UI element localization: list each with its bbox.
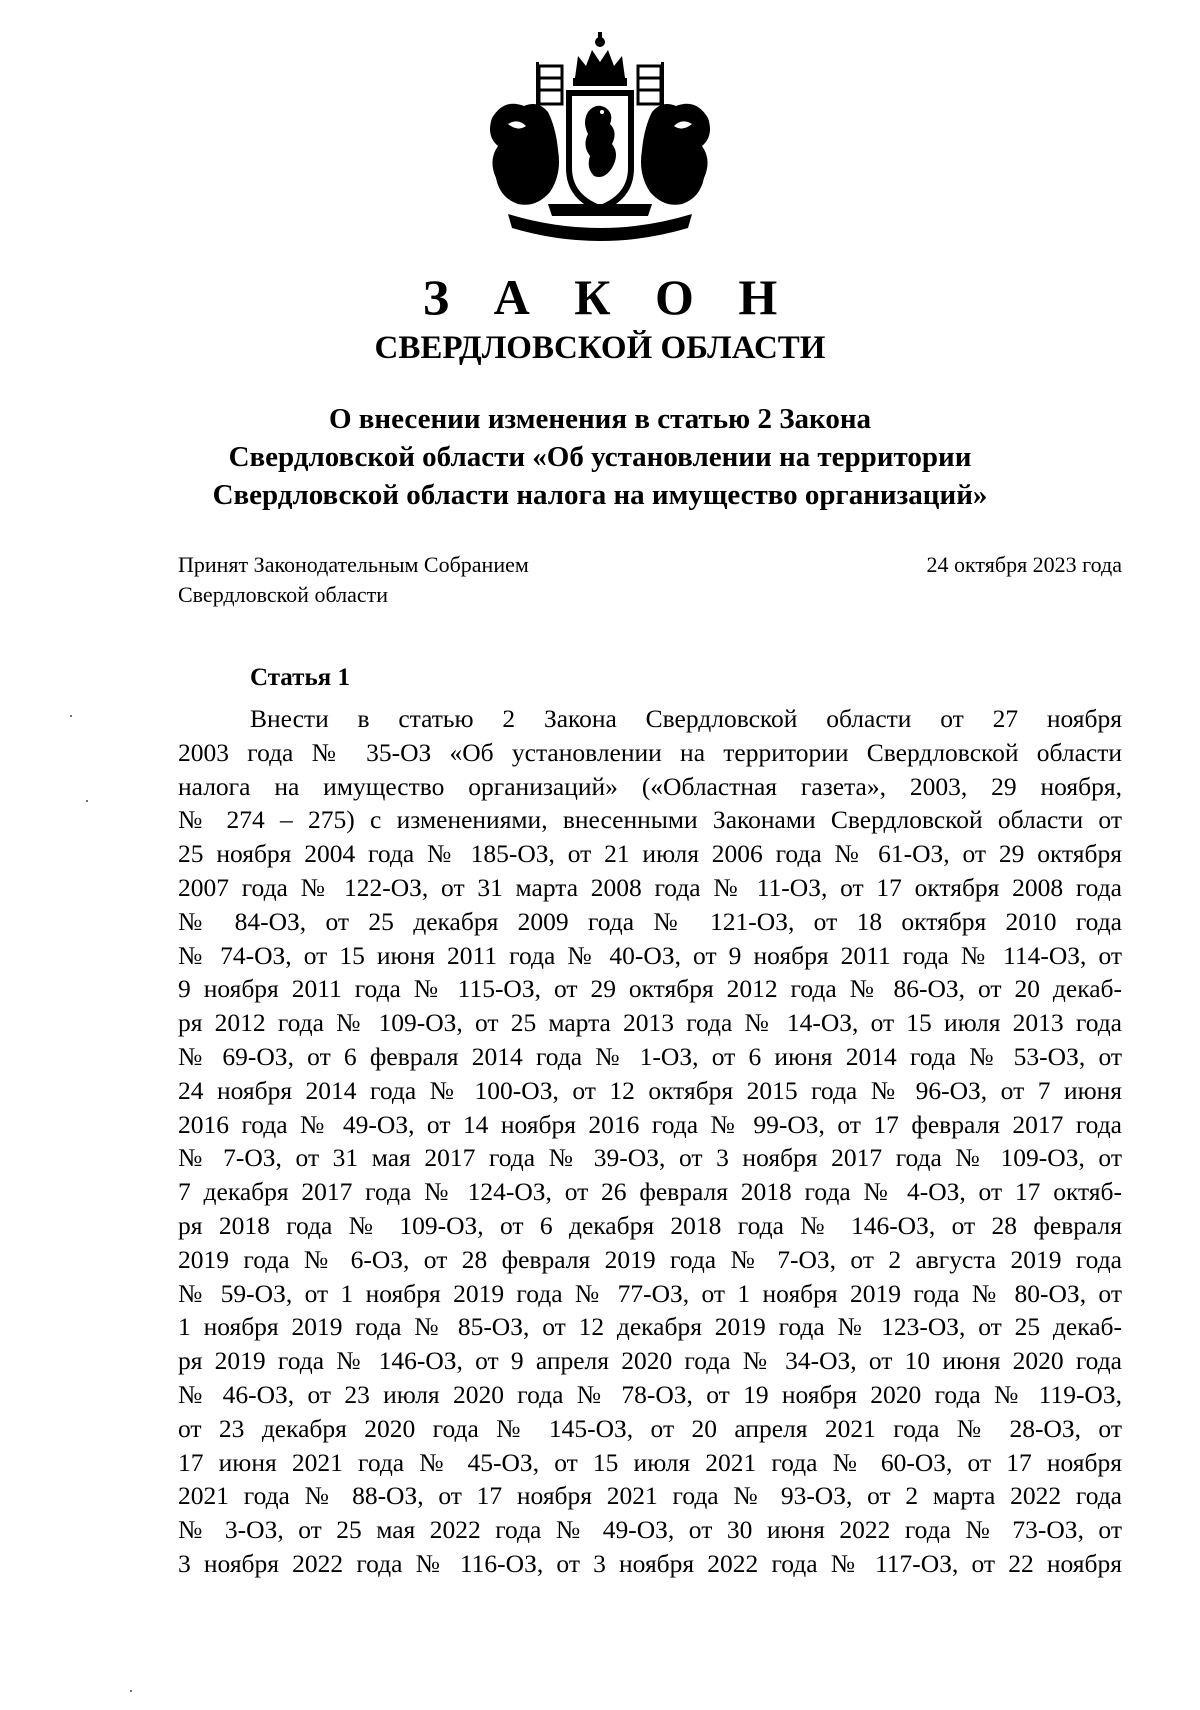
article-heading: Статья 1 <box>250 664 350 691</box>
article-line: от 23 декабря 2020 года № 145-ОЗ, от 20 апреля 2021 года № 28-ОЗ, от <box>178 1413 1122 1443</box>
law-heading: З А К О Н <box>422 269 794 325</box>
law-title-line: Свердловской области «Об установлении на территории <box>228 441 972 473</box>
article-line: № 3-ОЗ, от 25 мая 2022 года № 49-ОЗ, от 30 июня 2022 года № 73-ОЗ, от <box>178 1515 1122 1545</box>
article-line: 2021 года № 88-ОЗ, от 17 ноября 2021 года № 93-ОЗ, от 2 марта 2022 года <box>178 1481 1122 1511</box>
article-line: 24 ноября 2014 года № 100-ОЗ, от 12 октября 2015 года № 96-ОЗ, от 7 июня <box>178 1075 1122 1105</box>
law-title-line: Свердловской области налога на имущество организаций» <box>212 479 988 511</box>
article-line: Внести в статью 2 Закона Свердловской области от 27 ноября <box>250 704 1122 733</box>
region-heading: СВЕРДЛОВСКОЙ ОБЛАСТИ <box>374 330 826 366</box>
article-line: 1 ноября 2019 года № 85-ОЗ, от 12 декабря 2019 года № 123-ОЗ, от 25 декаб- <box>178 1312 1122 1342</box>
article-line: № 74-ОЗ, от 15 июня 2011 года № 40-ОЗ, от 9 ноября 2011 года № 114-ОЗ, от <box>178 940 1122 970</box>
article-line: ря 2018 года № 109-ОЗ, от 6 декабря 2018 года № 146-ОЗ, от 28 февраля <box>178 1210 1122 1240</box>
crown-icon <box>573 32 627 86</box>
article-line: № 69-ОЗ, от 6 февраля 2014 года № 1-ОЗ, от 6 июня 2014 года № 53-ОЗ, от <box>178 1041 1122 1071</box>
article-line: 2019 года № 6-ОЗ, от 28 февраля 2019 года № 7-ОЗ, от 2 августа 2019 года <box>178 1244 1122 1274</box>
article-line: № 84-ОЗ, от 25 декабря 2009 года № 121-ОЗ, от 18 октября 2010 года <box>178 906 1122 936</box>
adopting-body-line: Принят Законодательным Собранием <box>178 552 529 577</box>
article-line: № 59-ОЗ, от 1 ноября 2019 года № 77-ОЗ, от 1 ноября 2019 года № 80-ОЗ, от <box>178 1278 1122 1308</box>
adoption-date: 24 октября 2023 года <box>926 552 1122 577</box>
article-line: ря 2012 года № 109-ОЗ, от 25 марта 2013 года № 14-ОЗ, от 15 июля 2013 года <box>178 1008 1122 1038</box>
article-body <box>178 702 1122 1581</box>
article-line: 25 ноября 2004 года № 185-ОЗ, от 21 июля 2006 года № 61-ОЗ, от 29 октября <box>178 839 1122 869</box>
article-line: 9 ноября 2011 года № 115-ОЗ, от 29 октября 2012 года № 86-ОЗ, от 20 декаб- <box>178 974 1122 1004</box>
law-title-line: О внесении изменения в статью 2 Закона <box>328 403 872 435</box>
scan-speck <box>130 1690 132 1692</box>
article-line: 7 декабря 2017 года № 124-ОЗ, от 26 февраля 2018 года № 4-ОЗ, от 17 октяб- <box>178 1177 1122 1207</box>
adopting-body-line: Свердловской области <box>178 582 388 607</box>
griffin-left-icon <box>490 104 559 205</box>
article-line: 17 июня 2021 года № 45-ОЗ, от 15 июля 2021 года № 60-ОЗ, от 17 ноября <box>178 1447 1122 1477</box>
article-line: № 7-ОЗ, от 31 мая 2017 года № 39-ОЗ, от 3 ноября 2017 года № 109-ОЗ, от <box>178 1143 1122 1173</box>
article-line: 2016 года № 49-ОЗ, от 14 ноября 2016 года № 99-ОЗ, от 17 февраля 2017 года <box>178 1109 1122 1139</box>
article-line: ря 2019 года № 146-ОЗ, от 9 апреля 2020 года № 34-ОЗ, от 10 июня 2020 года <box>178 1346 1122 1376</box>
law-title <box>150 400 1050 514</box>
article-line: 3 ноября 2022 года № 116-ОЗ, от 3 ноября 2022 года № 117-ОЗ, от 22 ноября <box>178 1548 1122 1578</box>
article-line: № 274 – 275) с изменениями, внесенными Законами Свердловской области от <box>178 805 1122 835</box>
scan-speck <box>86 800 88 802</box>
coat-of-arms-emblem <box>478 28 722 250</box>
article-line: № 46-ОЗ, от 23 июля 2020 года № 78-ОЗ, от 19 ноября 2020 года № 119-ОЗ, <box>178 1379 1122 1409</box>
article-line: 2007 года № 122-ОЗ, от 31 марта 2008 года № 11-ОЗ, от 17 октября 2008 года <box>178 872 1122 902</box>
griffin-right-icon <box>641 104 710 205</box>
scan-speck <box>70 715 72 717</box>
article-line: налога на имущество организаций» («Областная газета», 2003, 29 ноября, <box>178 771 1122 801</box>
article-line: 2003 года № 35-ОЗ «Об установлении на территории Свердловской области <box>178 737 1122 767</box>
adopting-body <box>178 550 698 610</box>
